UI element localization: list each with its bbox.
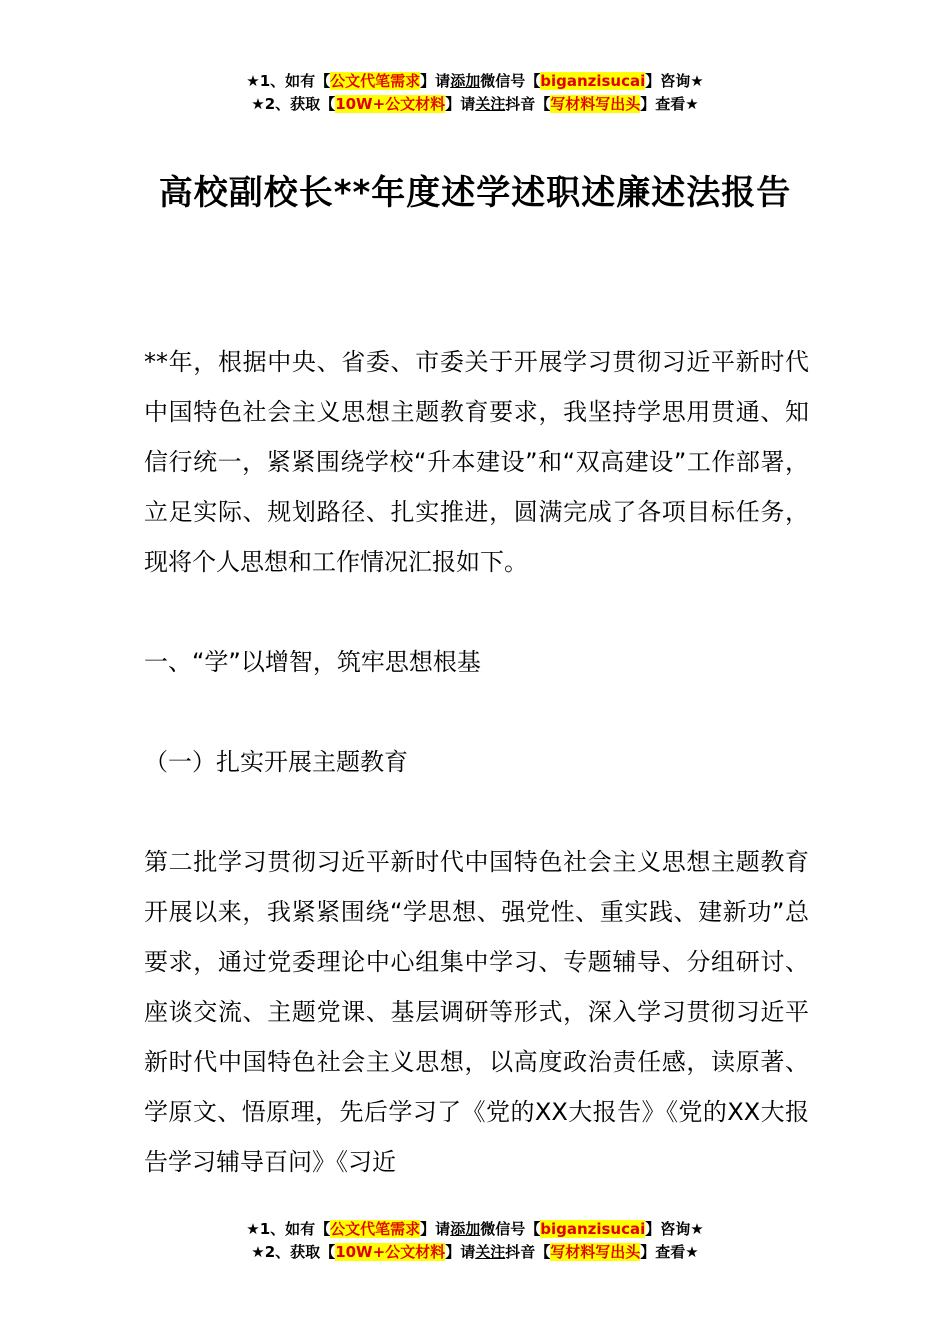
- top-banner: [0, 70, 950, 116]
- intro-paragraph: **年，根据中央、省委、市委关于开展学习贯彻习近平新时代中国特色社会主义思想主题教育要求，我坚持学思用贯通、知信行统一，紧紧围绕学校“升本建设”和“双高建设”工作部署，立足实际、规划路径、扎实推进，圆满完成了各项目标任务，现将个人思想和工作情况汇报如下。: [144, 348, 809, 576]
- banner-text: 】请: [445, 95, 476, 113]
- banner-text: 】请: [420, 72, 451, 90]
- banner-text: 抖音【: [505, 1243, 551, 1261]
- banner-text: 抖音【: [505, 95, 551, 113]
- banner-underline: 添加: [450, 1220, 481, 1238]
- body-paragraph: 第二批学习贯彻习近平新时代中国特色社会主义思想主题教育开展以来，我紧紧围绕“学思想、强党性、重实践、建新功”总要求，通过党委理论中心组集中学习、专题辅导、分组研讨、座谈交流、主题党课、基层调研等形式，深入学习贯彻习近平新时代中国特色社会主义思想，以高度政治责任感，读原著、学原文、悟原理，先后学习了《党的XX大报告》《党的XX大报告学习辅导百问》《习近: [144, 848, 809, 1176]
- banner-highlight: 写材料写出头: [550, 95, 641, 113]
- banner-underline: 添加: [450, 72, 481, 90]
- banner-highlight: 10W+公文材料: [335, 1243, 446, 1261]
- banner-highlight: 公文代笔需求: [330, 1220, 421, 1238]
- section-heading: 一、“学”以增智，筑牢思想根基: [144, 648, 481, 676]
- banner-text: 】查看★: [640, 1243, 699, 1261]
- banner-text: 】咨询★: [645, 1220, 704, 1238]
- banner-line-2: [0, 93, 950, 116]
- banner-highlight: biganzisucai: [540, 1220, 646, 1238]
- banner-text: ★2、获取【: [251, 1243, 336, 1261]
- banner-text: 】查看★: [640, 95, 699, 113]
- bottom-banner: [0, 1218, 950, 1264]
- banner-highlight: biganzisucai: [540, 72, 646, 90]
- banner-line-1: [0, 1218, 950, 1241]
- banner-line-1: [0, 70, 950, 93]
- banner-highlight: 写材料写出头: [550, 1243, 641, 1261]
- banner-underline: 关注: [475, 1243, 506, 1261]
- banner-underline: 关注: [475, 95, 506, 113]
- banner-text: 】请: [445, 1243, 476, 1261]
- banner-text: 微信号【: [480, 72, 541, 90]
- banner-text: ★1、如有【: [246, 72, 331, 90]
- banner-text: 微信号【: [480, 1220, 541, 1238]
- subsection-heading: （一）扎实开展主题教育: [144, 748, 408, 776]
- banner-text: ★2、获取【: [251, 95, 336, 113]
- banner-text: ★1、如有【: [246, 1220, 331, 1238]
- banner-highlight: 10W+公文材料: [335, 95, 446, 113]
- banner-line-2: [0, 1241, 950, 1264]
- banner-text: 】请: [420, 1220, 451, 1238]
- document-title: 高校副校长**年度述学述职述廉述法报告: [158, 172, 792, 213]
- banner-highlight: 公文代笔需求: [330, 72, 421, 90]
- banner-text: 】咨询★: [645, 72, 704, 90]
